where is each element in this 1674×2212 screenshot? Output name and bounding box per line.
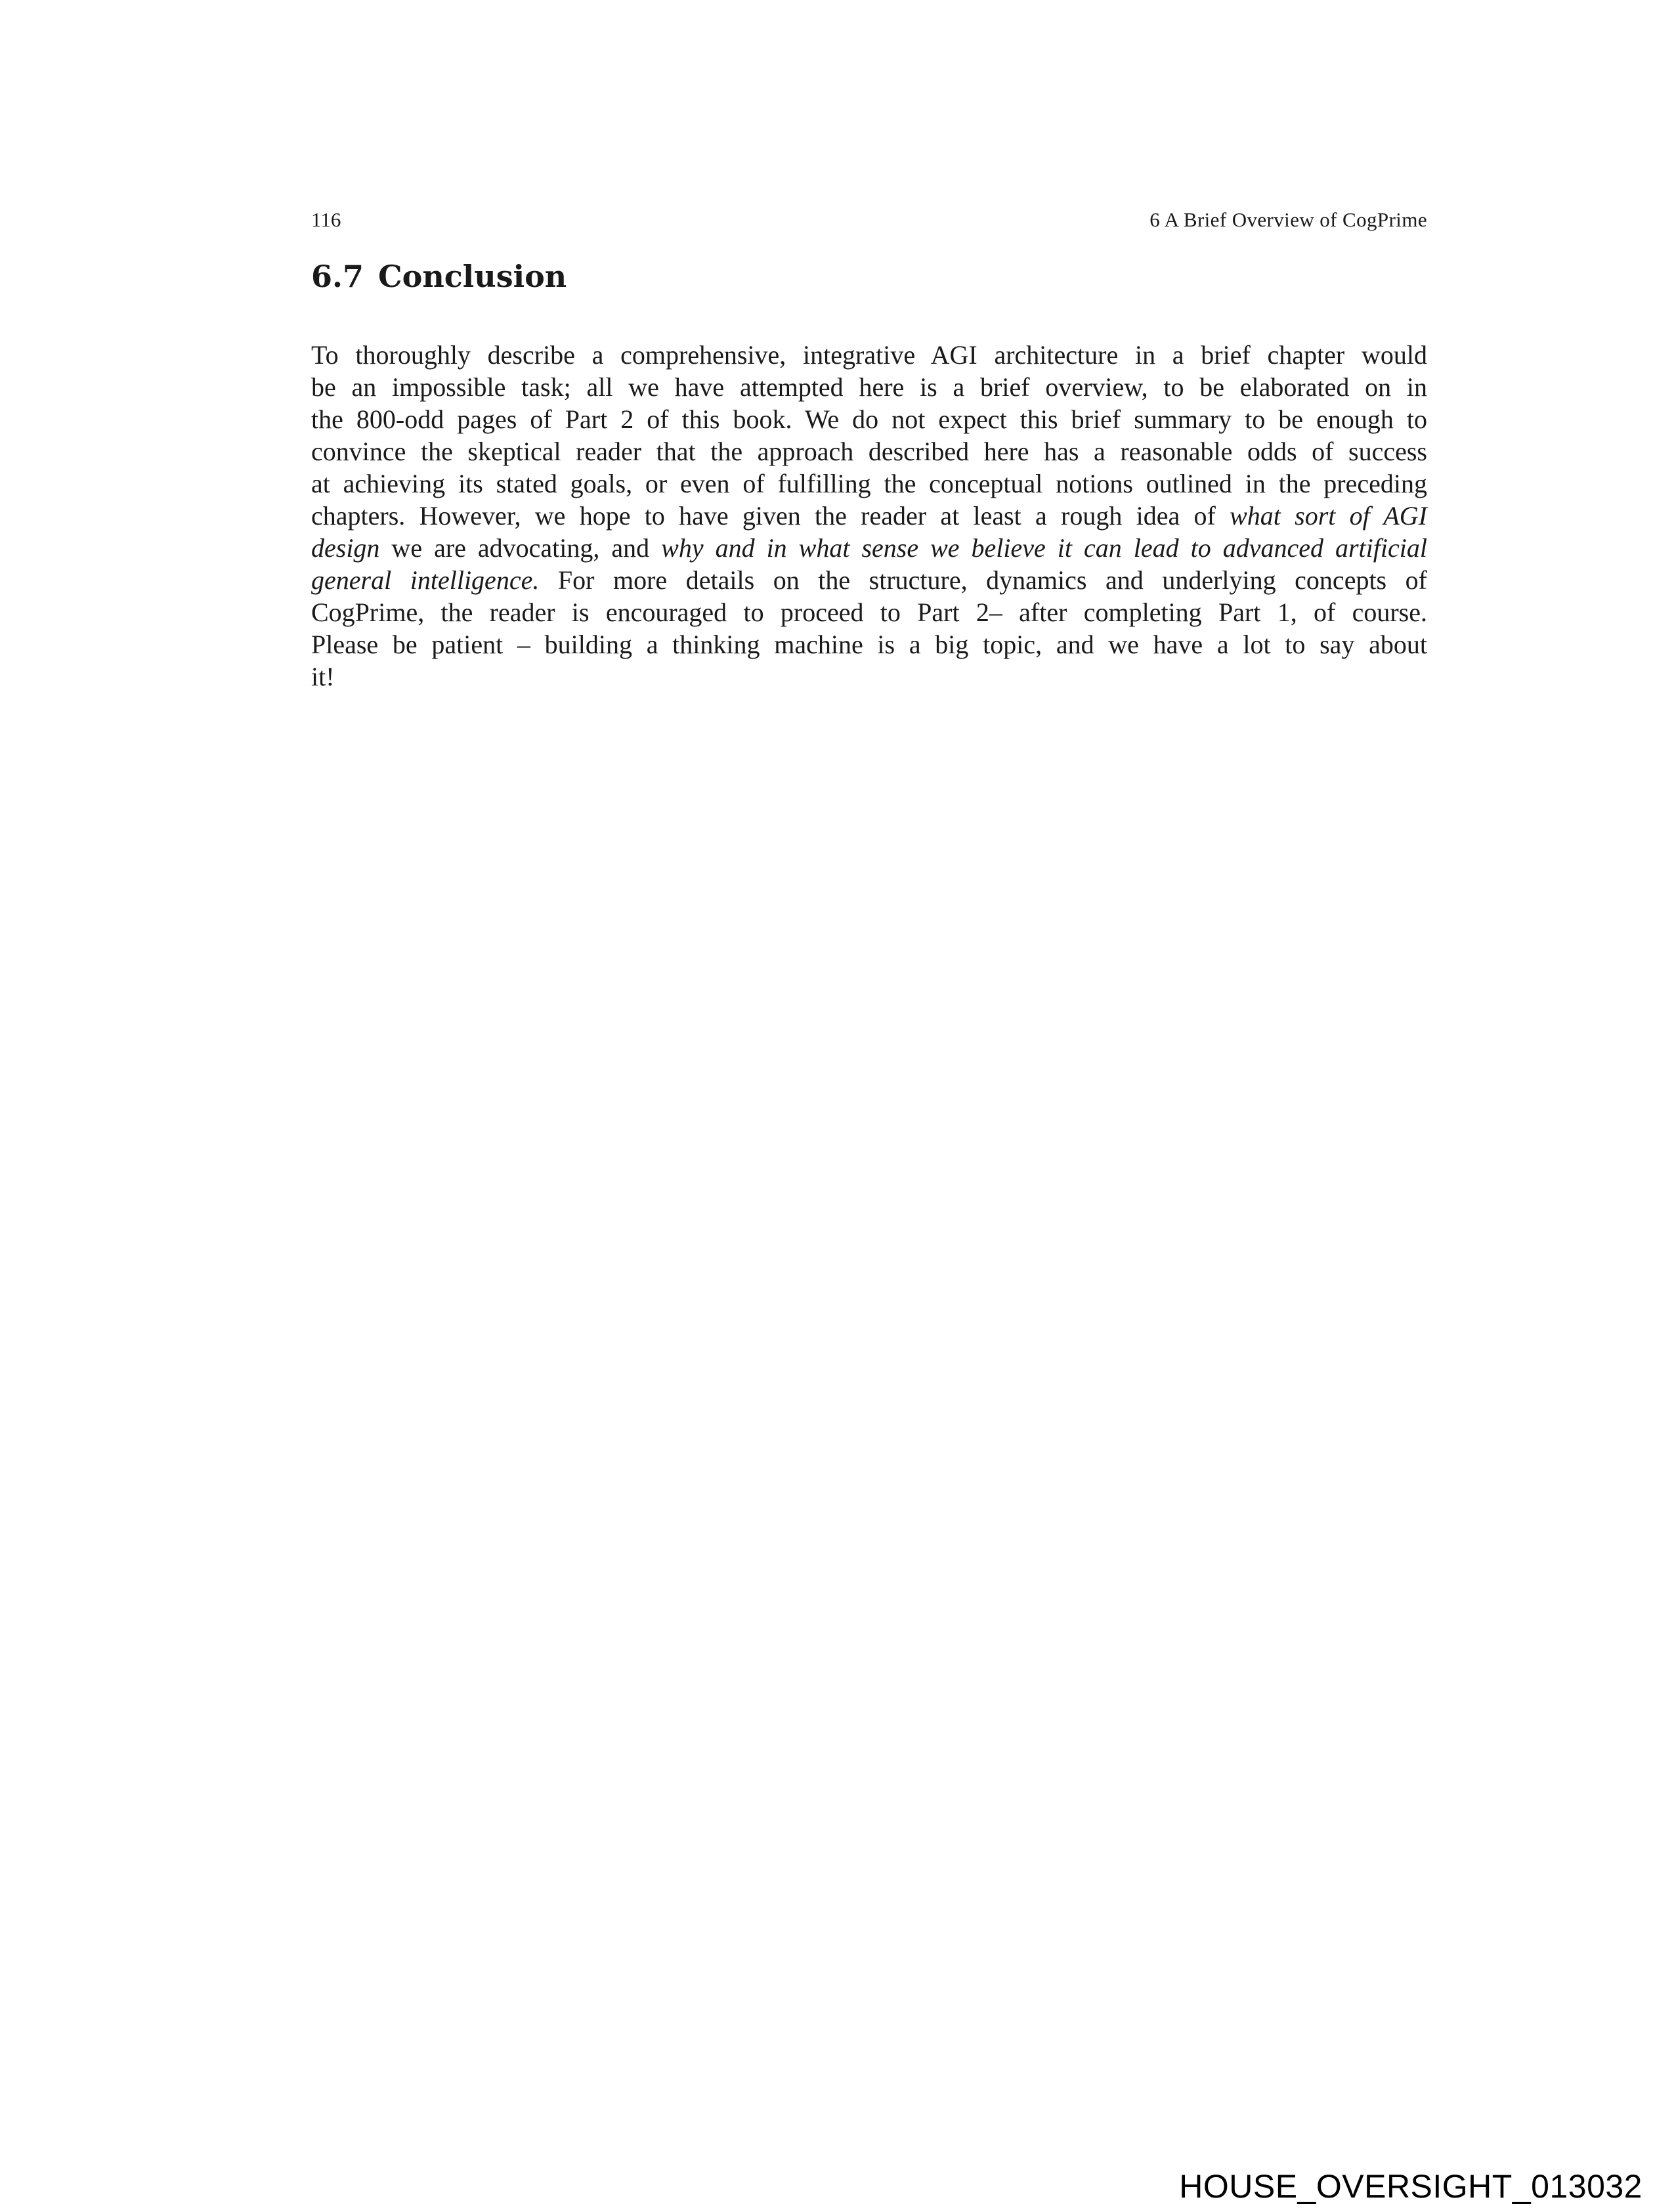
section-number: 6.7 (311, 259, 364, 294)
paragraph-line: it! (311, 662, 335, 691)
paragraph-text: chapters. However, we hope to have given the reader at least a rough idea of (311, 501, 1230, 531)
paragraph-line: the 800-odd pages of Part 2 of this book. We do not expect this brief summary to be enough to (311, 404, 1427, 434)
conclusion-paragraph (311, 339, 1427, 693)
page-header (311, 204, 1427, 236)
paragraph-line: CogPrime, the reader is encouraged to proceed to Part 2– after completing Part 1, of course. (311, 597, 1427, 627)
emphasized-text: what sort of AGI (1230, 501, 1427, 531)
paragraph-line: Please be patient – building a thinking machine is a big topic, and we have a lot to say about (311, 630, 1427, 659)
paragraph-line: To thoroughly describe a comprehensive, integrative AGI architecture in a brief chapter would (311, 340, 1427, 370)
paragraph-text: we are advocating, and (379, 533, 662, 563)
section-heading (311, 256, 567, 297)
paragraph-line: be an impossible task; all we have attempted here is a brief overview, to be elaborated on in (311, 372, 1427, 402)
paragraph-line (311, 500, 1427, 532)
bates-stamp: HOUSE_OVERSIGHT_013032 (1179, 2168, 1642, 2205)
section-title: Conclusion (378, 259, 567, 294)
emphasized-text: design (311, 533, 380, 563)
paragraph-line (311, 532, 1427, 564)
running-title: 6 A Brief Overview of CogPrime (1149, 208, 1427, 231)
emphasized-text: general intelligence. (311, 565, 540, 595)
page-number: 116 (311, 208, 341, 231)
paragraph-line: convince the skeptical reader that the approach described here has a reasonable odds of success (311, 437, 1427, 466)
paragraph-line: at achieving its stated goals, or even of fulfilling the conceptual notions outlined in the preceding (311, 469, 1427, 498)
emphasized-text: why and in what sense we believe it can lead to advanced artificial (661, 533, 1427, 563)
paragraph-text: For more details on the structure, dynamics and underlying concepts of (539, 565, 1427, 595)
paragraph-line (311, 564, 1427, 596)
